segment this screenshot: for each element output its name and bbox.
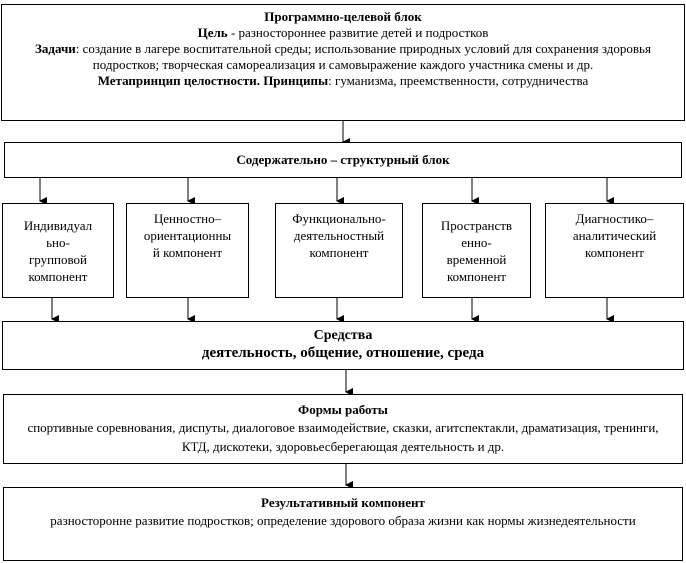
goal-text: - разностороннее развитие детей и подростков — [227, 25, 489, 40]
component-line: Индивидуал — [23, 217, 93, 233]
component-line: Пространств — [440, 217, 513, 233]
program-block-principles — [10, 73, 676, 89]
component-line: компонент — [585, 245, 644, 260]
component-value-orientation — [126, 203, 249, 298]
component-line: аналитический — [572, 228, 657, 243]
tasks-label: Задачи — [35, 41, 76, 56]
program-block-title: Программно-целевой блок — [264, 9, 422, 24]
component-diagnostic-analytical — [545, 203, 684, 298]
means-block — [2, 321, 684, 370]
forms-block-title: Формы работы — [298, 402, 388, 417]
result-block-text: разносторонне развитие подростков; определение здорового образа жизни как нормы жизнедеятельности — [50, 513, 636, 528]
content-structural-block — [4, 142, 682, 178]
component-individual-group — [2, 203, 114, 298]
program-target-block — [1, 4, 685, 121]
component-line: Ценностно– — [153, 211, 222, 226]
goal-label: Цель — [197, 25, 228, 40]
content-block-title: Содержательно – структурный блок — [236, 152, 450, 167]
tasks-text: : создание в лагере воспитательной среды; использование природных условий для сохранения здоровья подростков; творческая самореализация и самовыражение каждого участника смены и др. — [75, 41, 651, 72]
component-line: Функционально- — [292, 211, 386, 226]
component-space-time — [422, 203, 531, 298]
component-functional-activity — [275, 203, 403, 298]
component-line: компонент — [309, 245, 369, 260]
component-line: компонент — [28, 268, 88, 284]
program-block-tasks — [10, 41, 676, 73]
means-block-text: деятельность, общение, отношение, среда — [201, 345, 485, 361]
means-block-title: Средства — [313, 328, 373, 343]
component-line: компонент — [447, 268, 506, 284]
meta-principle-label: Метапринцип целостности. Принципы — [97, 73, 329, 88]
meta-principle-text: : гуманизма, преемственности, сотрудничества — [328, 73, 589, 88]
component-line: енно- — [461, 234, 492, 250]
component-line: временной — [446, 251, 507, 267]
component-line: деятельностный — [293, 228, 385, 243]
result-block — [3, 487, 683, 561]
component-line: Диагностико– — [575, 211, 654, 226]
component-line: й компонент — [152, 245, 223, 260]
forms-of-work-block — [3, 394, 683, 464]
program-block-goal — [10, 25, 676, 41]
result-block-title: Результативный компонент — [261, 495, 425, 510]
component-line: групповой — [28, 251, 88, 267]
component-line: ориентационны — [143, 228, 232, 243]
forms-block-text: спортивные соревнования, диспуты, диалоговое взаимодействие, сказки, агитспектакли, драматизация, тренинги, КТД, дискотеки, здоровьесберегающая деятельность и др. — [27, 420, 659, 454]
component-line: ьно- — [46, 234, 70, 250]
